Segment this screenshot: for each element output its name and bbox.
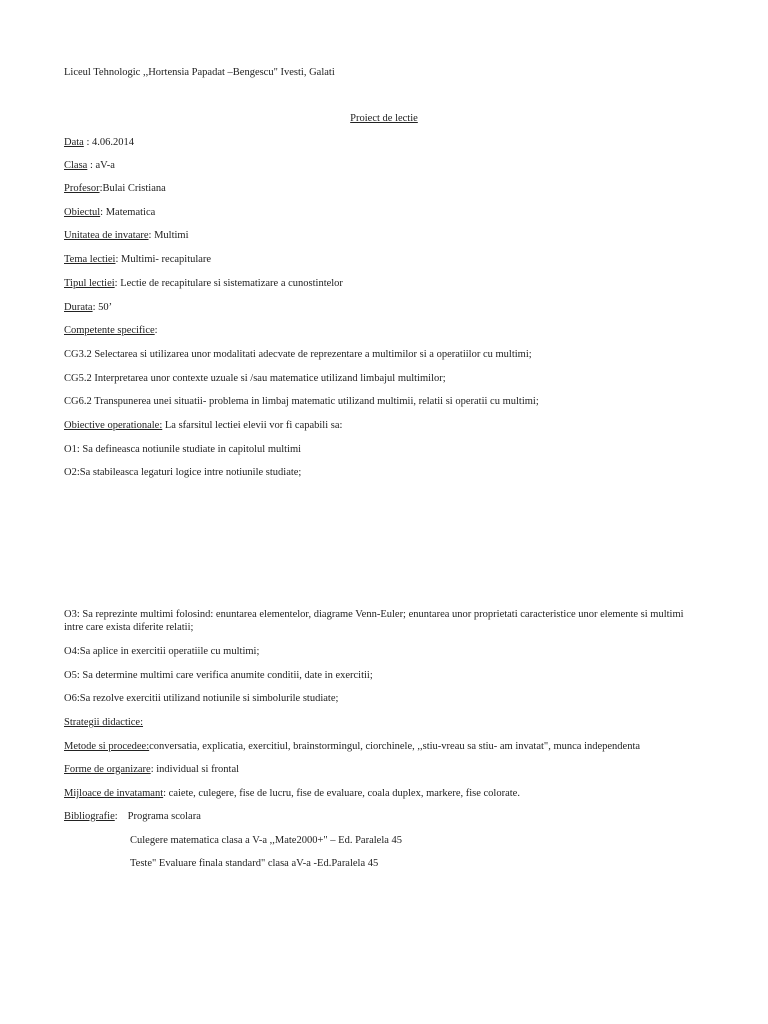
strategie-row <box>64 740 640 753</box>
meta-sep: : <box>99 183 103 194</box>
strategie-value: conversatia, explicatia, exercitiul, brainstormingul, ciorchinele, ,,stiu-vreau sa stiu- am invatat", munca independenta <box>149 741 641 752</box>
meta-value: 4.06.2014 <box>92 137 134 148</box>
obiective-heading <box>64 419 342 432</box>
meta-value: aV-a <box>95 160 115 171</box>
strategii-heading <box>64 716 143 729</box>
strategie-value: : individual si frontal <box>150 764 240 775</box>
meta-durata <box>64 301 112 314</box>
bibliografie-heading <box>64 810 201 823</box>
meta-value: 50’ <box>98 302 113 313</box>
obiectiv-item: O6:Sa rezolve exercitii utilizand notiunile si simbolurile studiate; <box>64 693 339 704</box>
obiectiv-item: O4:Sa aplice in exercitii operatiile cu multimi; <box>64 646 260 657</box>
meta-tipul <box>64 277 343 290</box>
school-header: Liceul Tehnologic ,,Hortensia Papadat –Bengescu" Ivesti, Galati <box>64 67 335 78</box>
meta-clasa <box>64 159 115 172</box>
meta-unitatea <box>64 229 189 242</box>
meta-sep: : <box>115 254 121 265</box>
strategii-label: Strategii didactice: <box>64 717 144 728</box>
competente-heading <box>64 324 158 337</box>
competente-label: Competente specifice <box>64 325 155 336</box>
meta-label: Clasa <box>64 160 88 171</box>
competente-suffix: : <box>154 325 158 336</box>
competenta-item: CG5.2 Interpretarea unor contexte uzuale si /sau matematice utilizand limbajul multimilor; <box>64 373 446 384</box>
obiectiv-item: O2:Sa stabileasca legaturi logice intre notiunile studiate; <box>64 467 302 478</box>
meta-profesor <box>64 182 166 195</box>
bibliografie-item: Teste" Evaluare finala standard" clasa aV-a -Ed.Paralela 45 <box>130 858 379 869</box>
bibliografie-item: Programa scolara <box>127 811 201 822</box>
meta-label: Obiectul <box>64 207 101 218</box>
meta-sep: : <box>92 302 99 313</box>
obiectiv-item: O3: Sa reprezinte multimi folosind: enuntarea elementelor, diagrame Venn-Euler; enuntarea unor proprietati caracteristice unor elemente si multimi intre care exista diferite relatii; <box>64 609 684 633</box>
meta-label: Tipul lectiei <box>64 278 115 289</box>
meta-data <box>64 136 134 149</box>
document-title <box>0 112 768 125</box>
meta-sep: : <box>83 137 92 148</box>
strategie-value: : caiete, culegere, fise de lucru, fise de evaluare, coala duplex, markere, fise colorate. <box>163 788 520 799</box>
meta-value: Bulai Cristiana <box>102 183 166 194</box>
meta-obiectul <box>64 206 155 219</box>
meta-value: Multimi- recapitulare <box>121 254 212 265</box>
meta-label: Data <box>64 137 84 148</box>
title-text: Proiect de lectie <box>350 113 418 124</box>
meta-value: Matematica <box>105 207 156 218</box>
meta-sep: : <box>100 207 106 218</box>
meta-sep: : <box>87 160 96 171</box>
obiectiv-item: O5: Sa determine multimi care verifica anumite conditii, date in exercitii; <box>64 670 373 681</box>
meta-label: Profesor <box>64 183 100 194</box>
meta-sep: : <box>114 278 121 289</box>
meta-label: Durata <box>64 302 93 313</box>
competenta-item: CG3.2 Selectarea si utilizarea unor modalitati adecvate de reprezentare a multimilor si a operatiilor cu multimi; <box>64 349 532 360</box>
meta-tema <box>64 253 211 266</box>
meta-sep: : <box>148 230 155 241</box>
bibliografie-label: Bibliografie <box>64 811 115 822</box>
strategie-row <box>64 787 520 800</box>
meta-label: Tema lectiei <box>64 254 116 265</box>
competenta-item: CG6.2 Transpunerea unei situatii- problema in limbaj matematic utilizand multimii, relatii si operatii cu multimi; <box>64 396 539 407</box>
meta-value: Multimi <box>154 230 189 241</box>
strategie-label: Mijloace de invatamant <box>64 788 164 799</box>
bibliografie-item: Culegere matematica clasa a V-a ,,Mate2000+" – Ed. Paralela 45 <box>130 835 403 846</box>
meta-label: Unitatea de invatare <box>64 230 149 241</box>
obiectiv-item: O1: Sa defineasca notiunile studiate in capitolul multimi <box>64 444 302 455</box>
obiective-intro: La sfarsitul lectiei elevii vor fi capabili sa: <box>162 420 343 431</box>
bibliografie-suffix: : <box>114 811 118 822</box>
obiective-label: Obiective operationale: <box>64 420 163 431</box>
strategie-label: Forme de organizare <box>64 764 151 775</box>
strategie-row <box>64 763 239 776</box>
strategie-label: Metode si procedee: <box>64 741 150 752</box>
meta-value: Lectie de recapitulare si sistematizare a cunostintelor <box>120 278 343 289</box>
